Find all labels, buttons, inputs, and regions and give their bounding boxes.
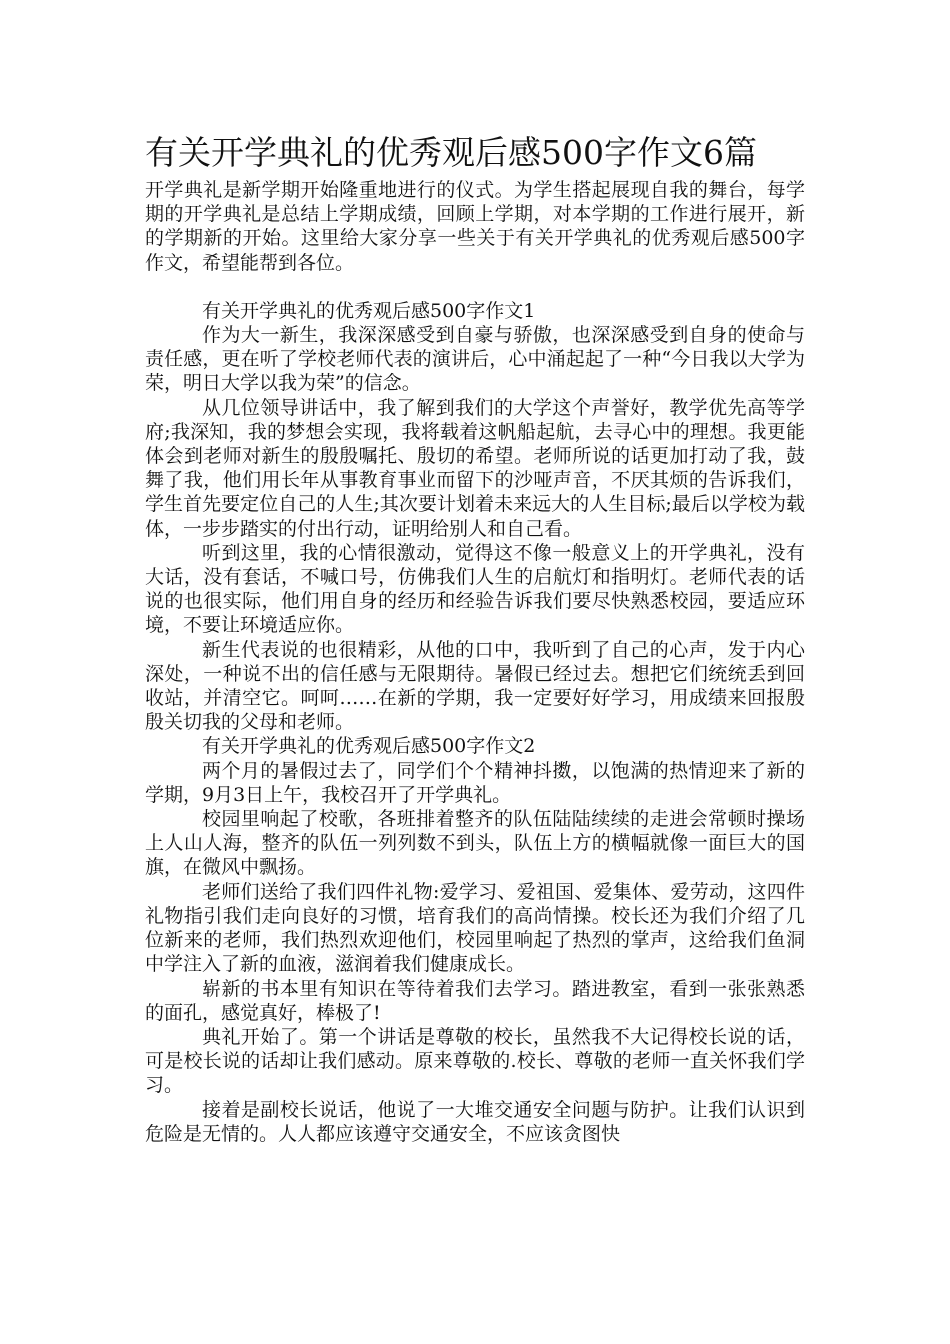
- intro-paragraph: 开学典礼是新学期开始隆重地进行的仪式。为学生搭起展现自我的舞台，每学期的开学典礼是总结上学期成绩，回顾上学期，对本学期的工作进行展开，新的学期新的开始。这里给大家分享一些关于有关开学典礼的优秀观后感500字作文，希望能帮到各位。: [145, 179, 805, 274]
- essay-2-paragraph: 典礼开始了。第一个讲话是尊敬的校长，虽然我不大记得校长说的话，可是校长说的话却让我们感动。原来尊敬的.校长、尊敬的老师一直关怀我们学习。: [145, 1025, 805, 1097]
- essay-1-paragraph: 作为大一新生，我深深感受到自豪与骄傲，也深深感受到自身的使命与责任感，更在听了学校老师代表的演讲后，心中涌起起了一种“今日我以大学为荣，明日大学以我为荣”的信念。: [145, 324, 805, 395]
- essay-2-heading: 有关开学典礼的优秀观后感500字作文2: [202, 735, 536, 758]
- essay-2-paragraph: 接着是副校长说话，他说了一大堆交通安全问题与防护。让我们认识到危险是无情的。人人都应该遵守交通安全，不应该贪图快: [145, 1098, 805, 1145]
- spacer: [145, 275, 805, 299]
- essay-2-paragraph: 两个月的暑假过去了，同学们个个精神抖擞，以饱满的热情迎来了新的学期，9月3日上午，我校召开了开学典礼。: [145, 759, 805, 806]
- essay-2-paragraph: 校园里响起了校歌，各班排着整齐的队伍陆陆续续的走进会常顿时操场上人山人海，整齐的队伍一列列数不到头，队伍上方的横幅就像一面巨大的国旗，在微风中飘扬。: [145, 808, 805, 879]
- document-page: [145, 128, 805, 1146]
- essay-1-paragraph: 新生代表说的也很精彩，从他的口中，我听到了自己的心声，发于内心深处，一种说不出的信任感与无限期待。暑假已经过去。想把它们统统丢到回收站，并清空它。呵呵……在新的学期，我一定要好好学习，用成绩来回报殷殷关切我的父母和老师。: [145, 638, 805, 734]
- essay-1-paragraph: 从几位领导讲话中，我了解到我们的大学这个声誉好，教学优先高等学府;我深知，我的梦想会实现，我将载着这帆船起航，去寻心中的理想。我更能体会到老师对新生的殷殷嘱托、殷切的希望。老师所说的话更加打动了我，鼓舞了我，他们用长年从事教育事业而留下的沙哑声音，不厌其烦的告诉我们，学生首先要定位自己的人生;其次要计划着未来远大的人生目标;最后以学校为载体，一步步踏实的付出行动，证明给别人和自己看。: [145, 396, 805, 540]
- essay-1-paragraph: 听到这里，我的心情很激动，觉得这不像一般意义上的开学典礼，没有大话，没有套话，不喊口号，仿佛我们人生的启航灯和指明灯。老师代表的话说的也很实际，他们用自身的经历和经验告诉我们要尽快熟悉校园，要适应环境，不要让环境适应你。: [145, 541, 805, 637]
- essay-2-paragraph: 老师们送给了我们四件礼物:爱学习、爱祖国、爱集体、爱劳动，这四件礼物指引我们走向良好的习惯，培育我们的高尚情操。校长还为我们介绍了几位新来的老师，我们热烈欢迎他们，校园里响起了热烈的掌声，这给我们鱼洞中学注入了新的血液，滋润着我们健康成长。: [145, 880, 805, 976]
- essay-2-paragraph: 崭新的书本里有知识在等待着我们去学习。踏进教室，看到一张张熟悉的面孔，感觉真好，棒极了!: [145, 977, 805, 1024]
- essay-1-heading: 有关开学典礼的优秀观后感500字作文1: [202, 299, 536, 322]
- document-title: 有关开学典礼的优秀观后感500字作文6篇: [145, 133, 757, 172]
